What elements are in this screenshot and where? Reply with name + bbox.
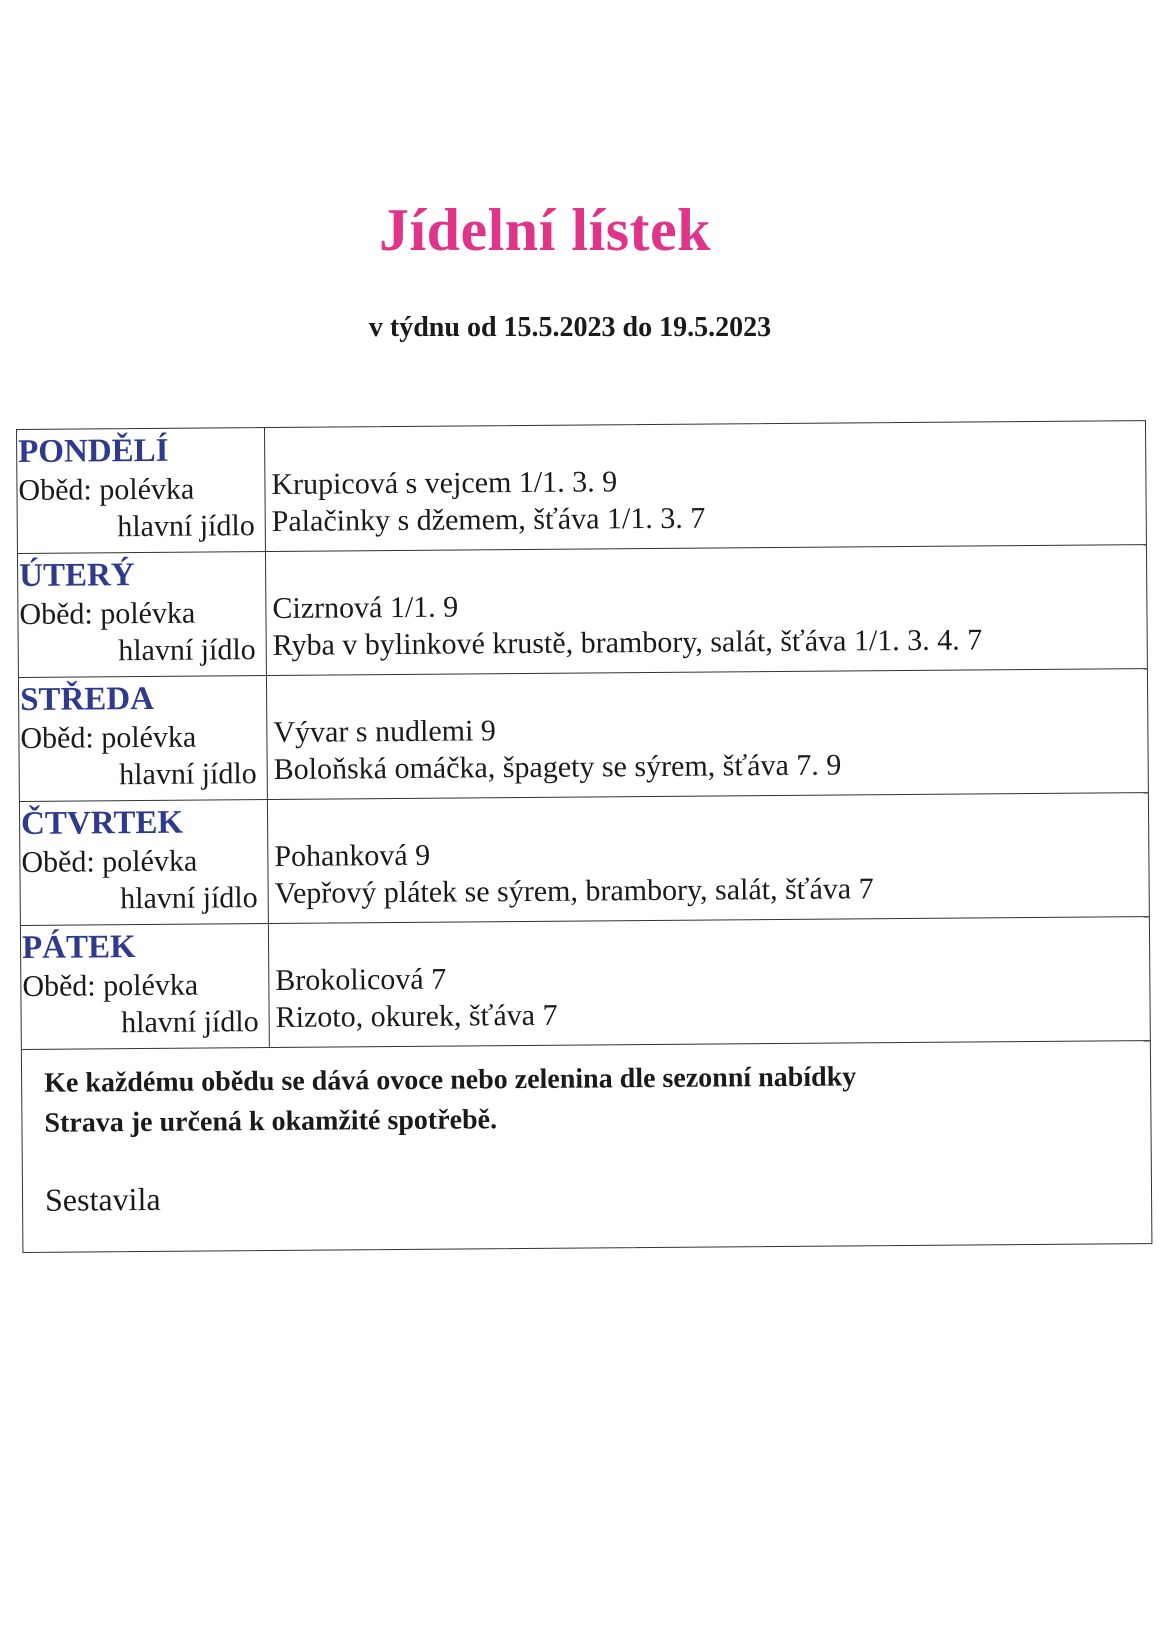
day-row-tuesday <box>18 545 1147 678</box>
day-dishes-cell <box>267 669 1148 799</box>
soup-label: Oběd: polévka <box>21 844 198 879</box>
day-dishes-cell <box>265 421 1146 551</box>
day-label-cell <box>21 924 270 1049</box>
signature-label: Sestavila <box>44 1180 161 1218</box>
day-dishes-cell <box>266 545 1147 675</box>
page-title: Jídelní lístek <box>378 197 712 263</box>
main-dish: Palačinky s džemem, šťáva 1/1. 3. 7 <box>271 501 706 538</box>
day-row-monday <box>17 421 1146 554</box>
fruit-note: Ke každému obědu se dává ovoce nebo zelenina dle sezonní nabídky <box>44 1061 857 1099</box>
main-dish-label: hlavní jídlo <box>121 1005 259 1040</box>
main-dish: Ryba v bylinkové krustě, brambory, salát, šťáva 1/1. 3. 4. 7 <box>272 623 983 662</box>
main-dish-label: hlavní jídlo <box>118 633 256 668</box>
day-row-friday <box>21 917 1150 1050</box>
soup-label: Oběd: polévka <box>20 720 197 755</box>
day-label-cell <box>19 676 268 801</box>
day-dishes-cell <box>269 917 1150 1047</box>
soup-dish: Pohanková 9 <box>274 838 431 873</box>
day-row-thursday <box>20 793 1149 926</box>
main-dish-label: hlavní jídlo <box>120 881 258 916</box>
soup-label: Oběd: polévka <box>18 472 195 507</box>
soup-dish: Cizrnová 1/1. 9 <box>272 590 459 625</box>
consumption-note: Strava je určená k okamžité spotřebě. <box>44 1104 498 1139</box>
day-label-cell <box>18 552 267 677</box>
day-name: STŘEDA <box>19 680 155 718</box>
soup-label: Oběd: polévka <box>19 596 196 631</box>
day-name: ÚTERÝ <box>19 557 135 594</box>
soup-dish: Krupicová s vejcem 1/1. 3. 9 <box>271 465 618 501</box>
day-label-cell <box>17 428 266 553</box>
day-row-wednesday <box>19 669 1148 802</box>
day-name: PÁTEK <box>21 929 136 966</box>
menu-footer <box>22 1041 1152 1252</box>
soup-dish: Vývar s nudlemi 9 <box>273 714 496 749</box>
day-label-cell <box>20 800 269 925</box>
soup-label: Oběd: polévka <box>22 968 199 1003</box>
day-dishes-cell <box>268 793 1149 923</box>
main-dish: Vepřový plátek se sýrem, brambory, salát, šťáva 7 <box>274 872 874 910</box>
soup-dish: Brokolicová 7 <box>275 962 447 997</box>
day-name: PONDĚLÍ <box>18 432 169 470</box>
week-range: v týdnu od 15.5.2023 do 19.5.2023 <box>368 312 772 343</box>
main-dish: Boloňská omáčka, špagety se sýrem, šťáva 7. 9 <box>273 748 842 786</box>
main-dish-label: hlavní jídlo <box>119 757 257 792</box>
main-dish-label: hlavní jídlo <box>117 509 255 544</box>
day-name: ČTVRTEK <box>20 804 184 842</box>
main-dish: Rizoto, okurek, šťáva 7 <box>275 998 558 1034</box>
menu-table <box>16 420 1152 1253</box>
